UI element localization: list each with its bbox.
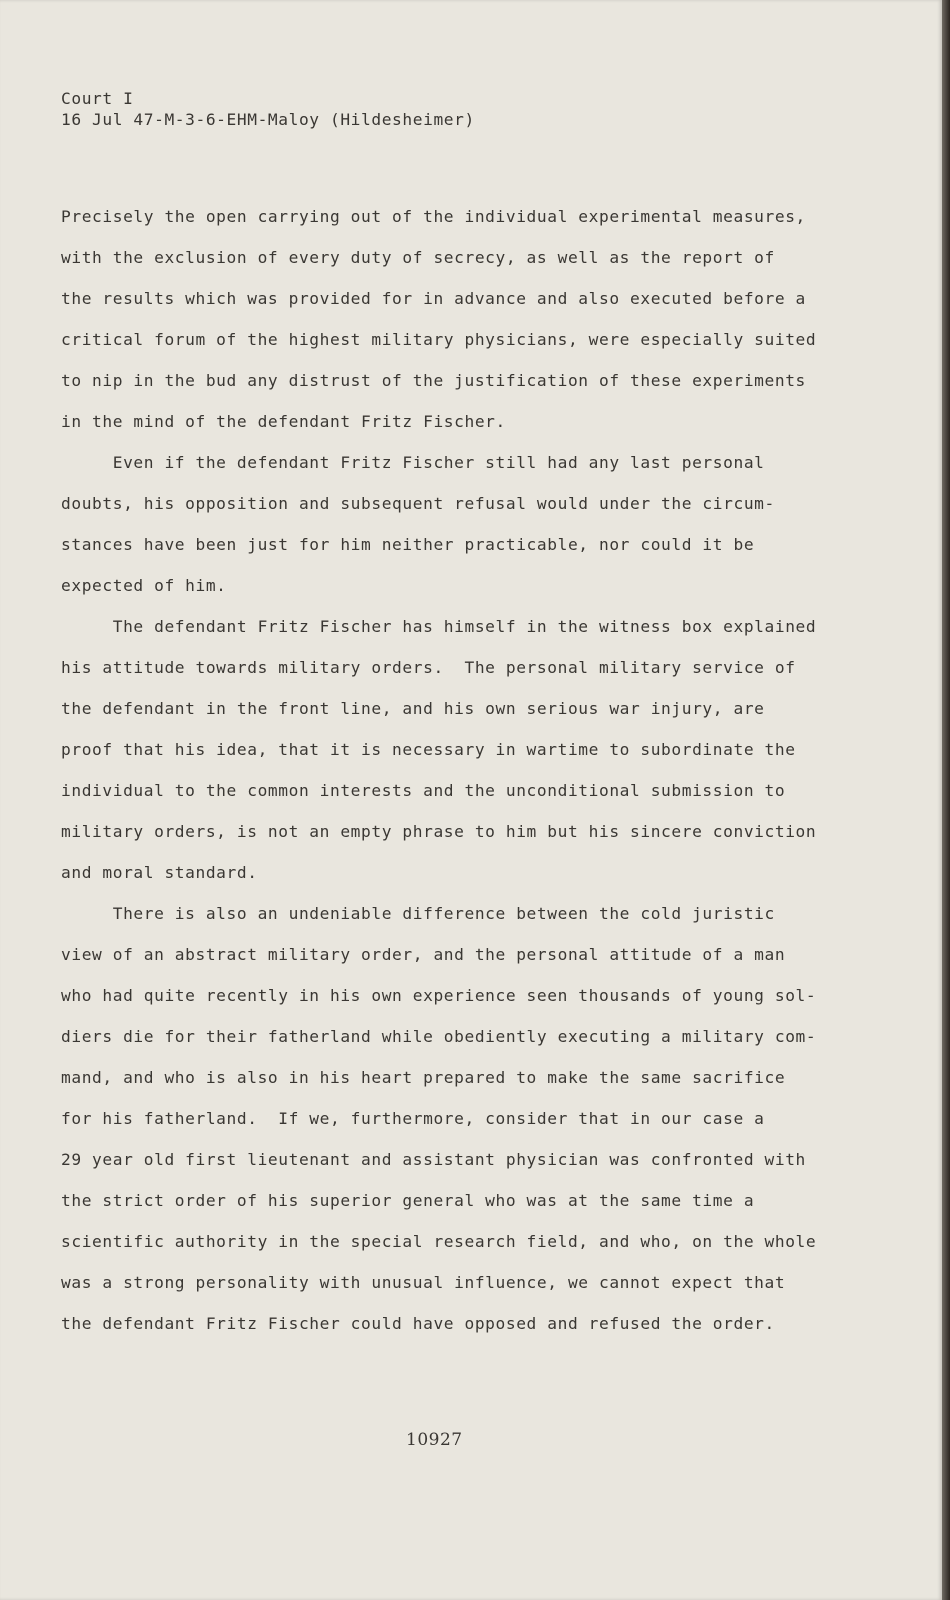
body-line: proof that his idea, that it is necessary in wartime to subordinate the [61, 740, 796, 759]
document-header [61, 88, 475, 130]
page-number: 10927 [406, 1430, 463, 1450]
page-edge-shadow [942, 0, 950, 1600]
body-line: 29 year old first lieutenant and assistant physician was confronted with [61, 1150, 806, 1169]
body-line: who had quite recently in his own experience seen thousands of young sol- [61, 986, 817, 1005]
body-line: expected of him. [61, 576, 227, 595]
body-line: the defendant Fritz Fischer could have opposed and refused the order. [61, 1314, 775, 1333]
body-line: The defendant Fritz Fischer has himself in the witness box explained [61, 617, 817, 636]
body-line: the results which was provided for in advance and also executed before a [61, 289, 806, 308]
body-line: with the exclusion of every duty of secrecy, as well as the report of [61, 248, 775, 267]
body-line: was a strong personality with unusual influence, we cannot expect that [61, 1273, 786, 1292]
document-body [61, 207, 911, 1355]
body-line: and moral standard. [61, 863, 258, 882]
body-line: scientific authority in the special research field, and who, on the whole [61, 1232, 817, 1251]
header-reference-line: 16 Jul 47-M-3-6-EHM-Maloy (Hildesheimer) [61, 110, 475, 129]
body-line: to nip in the bud any distrust of the justification of these experiments [61, 371, 806, 390]
body-line: There is also an undeniable difference between the cold juristic [61, 904, 775, 923]
body-line: military orders, is not an empty phrase to him but his sincere conviction [61, 822, 817, 841]
body-line: his attitude towards military orders. The personal military service of [61, 658, 796, 677]
body-line: the strict order of his superior general who was at the same time a [61, 1191, 755, 1210]
body-line: the defendant in the front line, and his own serious war injury, are [61, 699, 765, 718]
body-line: diers die for their fatherland while obediently executing a military com- [61, 1027, 817, 1046]
body-line: critical forum of the highest military physicians, were especially suited [61, 330, 817, 349]
body-line: mand, and who is also in his heart prepared to make the same sacrifice [61, 1068, 786, 1087]
body-line: doubts, his opposition and subsequent refusal would under the circum- [61, 494, 775, 513]
body-line: Precisely the open carrying out of the individual experimental measures, [61, 207, 806, 226]
body-line: stances have been just for him neither practicable, nor could it be [61, 535, 755, 554]
header-court-line: Court I [61, 89, 134, 108]
body-line: for his fatherland. If we, furthermore, consider that in our case a [61, 1109, 765, 1128]
body-line: individual to the common interests and the unconditional submission to [61, 781, 786, 800]
body-line: in the mind of the defendant Fritz Fischer. [61, 412, 506, 431]
body-line: view of an abstract military order, and the personal attitude of a man [61, 945, 786, 964]
body-line: Even if the defendant Fritz Fischer still had any last personal [61, 453, 765, 472]
